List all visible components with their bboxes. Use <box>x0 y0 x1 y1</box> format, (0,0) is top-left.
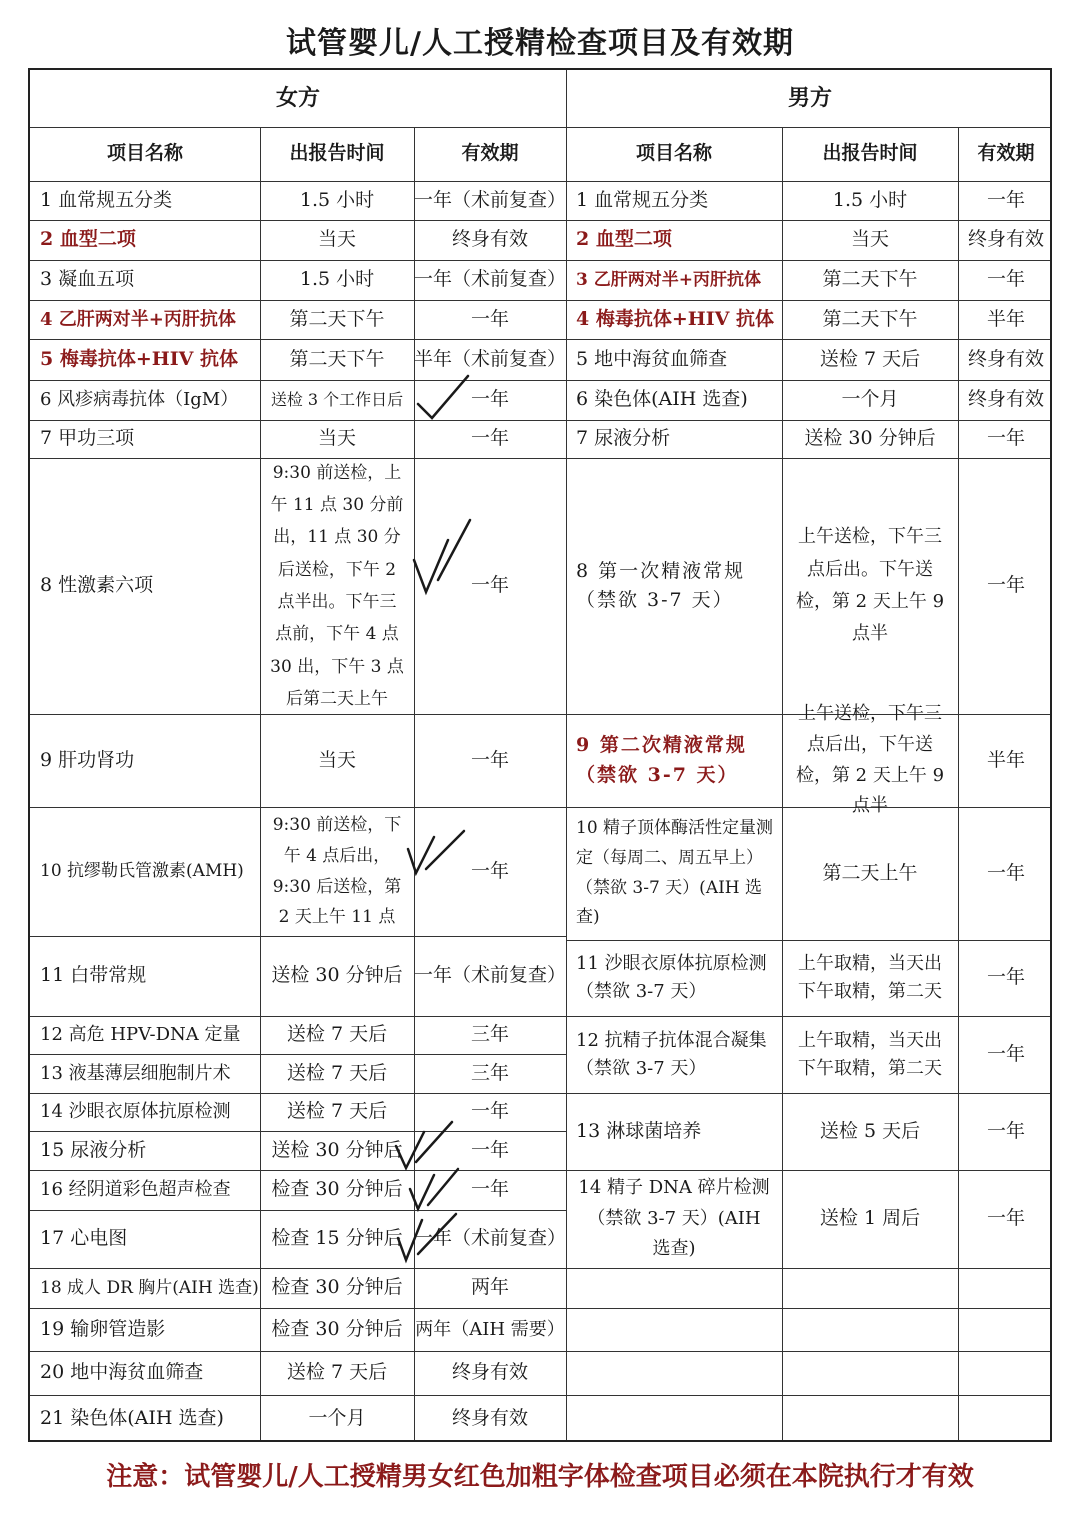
female-row-name: 17 心电图 <box>40 1227 128 1250</box>
male-row-time: 1.5 小时 <box>832 188 908 211</box>
male-row-valid: 一年 <box>986 188 1025 211</box>
male-col-time: 出报告时间 <box>822 142 918 165</box>
female-row-valid: 两年（AIH 需要） <box>415 1318 565 1340</box>
male-row-name: 5 地中海贫血筛查 <box>576 347 728 370</box>
male-row-valid: 一年 <box>986 427 1025 450</box>
male-row-valid: 一年 <box>986 268 1025 291</box>
male-row-name: 2 血型二项 <box>576 228 672 251</box>
male-row-time: 上午取精，当天出 下午取精，第二天 <box>798 1029 942 1079</box>
female-heading: 女方 <box>275 85 320 112</box>
male-heading: 男方 <box>787 85 832 112</box>
male-row-valid: 终身有效 <box>967 228 1044 251</box>
female-row-name: 7 甲功三项 <box>40 427 135 450</box>
female-row-time: 送检 30 分钟后 <box>271 1138 403 1161</box>
male-row-valid: 终身有效 <box>967 388 1044 411</box>
male-row-name: 13 淋球菌培养 <box>576 1119 702 1142</box>
grid-line <box>566 1351 1050 1352</box>
male-row-valid: 终身有效 <box>967 347 1044 370</box>
female-row-name: 5 梅毒抗体+HIV 抗体 <box>40 347 238 370</box>
male-col-valid: 有效期 <box>977 142 1035 165</box>
female-row-valid: 一年 <box>470 574 509 597</box>
male-row-name: 8 第一次精液常规（禁欲 3-7 天） <box>576 559 746 611</box>
female-col-name: 项目名称 <box>106 142 183 165</box>
female-row-time: 1.5 小时 <box>299 268 375 291</box>
female-col-valid: 有效期 <box>461 142 519 165</box>
male-row-time: 送检 5 天后 <box>819 1119 921 1142</box>
male-row-name: 3 乙肝两对半+丙肝抗体 <box>576 269 761 290</box>
male-row-time: 上午送检，下午三点后出，下午送检，第 2 天上午 9 点半 <box>795 703 945 817</box>
grid-line <box>566 1268 1050 1269</box>
grid-line <box>566 1395 1050 1396</box>
male-row-time: 送检 1 周后 <box>819 1207 921 1230</box>
female-row-time: 第二天下午 <box>289 307 385 330</box>
female-row-time: 送检 7 天后 <box>286 1361 388 1384</box>
note-text: 试管婴儿/人工授精男女红色加粗字体检查项目必须在本院执行才有效 <box>184 1462 974 1492</box>
male-row-time: 送检 30 分钟后 <box>804 427 936 450</box>
female-row-valid: 一年（术前复查） <box>414 1227 567 1250</box>
male-row-name: 1 血常规五分类 <box>576 188 709 211</box>
female-row-valid: 终身有效 <box>451 1406 528 1429</box>
footer-note <box>0 1456 1080 1493</box>
female-row-name: 6 风疹病毒抗体（IgM） <box>40 389 239 411</box>
female-row-valid: 一年（术前复查） <box>414 188 567 211</box>
male-row-name: 14 精子 DNA 碎片检测（禁欲 3-7 天）(AIH 选查) <box>578 1177 770 1260</box>
female-row-valid: 半年（术前复查） <box>414 347 567 370</box>
female-row-time: 送检 7 天后 <box>286 1061 388 1084</box>
male-row-time: 当天 <box>850 228 889 251</box>
checkmark-icon <box>408 510 478 600</box>
female-row-name: 9 肝功肾功 <box>40 748 135 771</box>
female-row-valid: 一年（术前复查） <box>414 964 567 987</box>
male-row-valid: 一年 <box>986 966 1025 989</box>
male-row-valid: 半年 <box>986 307 1025 330</box>
female-row-valid: 一年 <box>470 748 509 771</box>
female-row-time: 9:30 前送检，下午 4 点后出，9:30 后送检，第 2 天上午 11 点 <box>272 815 402 928</box>
female-row-name: 2 血型二项 <box>40 228 136 251</box>
female-row-name: 20 地中海贫血筛查 <box>40 1361 204 1384</box>
female-row-time: 1.5 小时 <box>299 188 375 211</box>
female-row-name: 8 性激素六项 <box>40 574 154 597</box>
grid-line <box>566 1308 1050 1309</box>
male-row-valid: 一年 <box>986 1119 1025 1142</box>
female-row-name: 19 输卵管造影 <box>40 1317 166 1340</box>
female-row-valid: 终身有效 <box>451 1361 528 1384</box>
female-row-time: 当天 <box>317 427 356 450</box>
female-row-valid: 两年 <box>470 1276 509 1299</box>
female-row-time: 送检 7 天后 <box>286 1023 388 1046</box>
female-row-name: 18 成人 DR 胸片(AIH 选查) <box>40 1277 259 1298</box>
female-row-name: 4 乙肝两对半+丙肝抗体 <box>40 308 236 330</box>
female-row-time: 检查 30 分钟后 <box>271 1178 403 1201</box>
female-row-valid: 一年 <box>470 1178 509 1201</box>
female-row-name: 14 沙眼衣原体抗原检测 <box>40 1101 231 1123</box>
female-row-time: 9:30 前送检，上午 11 点 30 分前出，11 点 30 分后送检，下午 2 点半出。下午三点前，下午 4 点 30 出，下午 3 点后第二天上午 <box>270 462 404 709</box>
checkmark-icon <box>402 825 472 885</box>
female-row-valid: 一年 <box>470 427 509 450</box>
male-row-valid: 一年 <box>986 1042 1025 1065</box>
female-row-valid: 一年 <box>470 307 509 330</box>
female-row-valid: 一年 <box>470 1138 509 1161</box>
female-row-time: 送检 7 天后 <box>286 1100 388 1123</box>
note-lead: 注意： <box>106 1462 185 1492</box>
female-row-name: 3 凝血五项 <box>40 268 135 291</box>
female-row-name: 12 高危 HPV-DNA 定量 <box>40 1024 241 1046</box>
male-row-time: 一个月 <box>841 388 899 411</box>
female-row-time: 检查 30 分钟后 <box>271 1317 403 1340</box>
checkmark-icon <box>414 370 474 425</box>
female-row-time: 检查 30 分钟后 <box>271 1276 403 1299</box>
male-row-time: 第二天下午 <box>822 268 918 291</box>
male-row-valid: 一年 <box>986 574 1025 597</box>
female-row-time: 第二天下午 <box>289 347 385 370</box>
female-row-time: 当天 <box>317 228 356 251</box>
female-row-name: 1 血常规五分类 <box>40 188 173 211</box>
male-row-valid: 一年 <box>986 1207 1025 1230</box>
female-row-valid: 三年 <box>470 1023 509 1046</box>
female-row-name: 16 经阴道彩色超声检查 <box>40 1179 231 1201</box>
female-row-name: 21 染色体(AIH 选查) <box>40 1406 224 1429</box>
male-row-time: 上午取精，当天出 下午取精，第二天 <box>798 953 942 1002</box>
male-row-name: 11 沙眼衣原体抗原检测（禁欲 3-7 天） <box>576 953 767 1002</box>
female-row-time: 一个月 <box>308 1406 366 1429</box>
female-row-valid: 一年（术前复查） <box>414 268 567 291</box>
female-row-name: 15 尿液分析 <box>40 1138 147 1161</box>
page-title: 试管婴儿/人工授精检查项目及有效期 <box>286 26 794 61</box>
male-row-name: 9 第二次精液常规（禁欲 3-7 天） <box>576 734 747 786</box>
male-row-time: 第二天上午 <box>822 861 918 884</box>
exam-table <box>28 68 1052 1442</box>
female-row-name: 11 白带常规 <box>40 964 147 987</box>
female-row-name: 13 液基薄层细胞制片术 <box>40 1062 231 1084</box>
male-row-time: 上午送检，下午三点后出。下午送检，第 2 天上午 9 点半 <box>795 526 945 645</box>
female-row-valid: 三年 <box>470 1061 509 1084</box>
female-row-time: 送检 3 个工作日后 <box>270 389 404 409</box>
female-row-time: 送检 30 分钟后 <box>271 964 403 987</box>
male-row-valid: 半年 <box>986 748 1025 771</box>
female-col-time: 出报告时间 <box>289 142 385 165</box>
checkmark-icon <box>392 1208 462 1268</box>
male-row-name: 12 抗精子抗体混合凝集（禁欲 3-7 天） <box>576 1029 767 1079</box>
male-row-time: 第二天下午 <box>822 307 918 330</box>
male-col-name: 项目名称 <box>635 142 712 165</box>
female-row-valid: 一年 <box>470 859 509 882</box>
female-row-time: 检查 15 分钟后 <box>271 1227 403 1250</box>
male-row-name: 7 尿液分析 <box>576 427 671 450</box>
female-row-name: 10 抗缪勒氏管激素(AMH) <box>40 861 244 882</box>
female-row-valid: 一年 <box>470 1100 509 1123</box>
female-row-valid: 终身有效 <box>451 228 528 251</box>
female-row-valid: 一年 <box>470 388 509 411</box>
female-row-time: 当天 <box>317 748 356 771</box>
male-row-name: 6 染色体(AIH 选查) <box>576 388 748 411</box>
male-row-name: 4 梅毒抗体+HIV 抗体 <box>576 307 774 330</box>
male-row-time: 送检 7 天后 <box>819 347 921 370</box>
male-row-name: 10 精子顶体酶活性定量测定（每周二、周五早上）（禁欲 3-7 天）(AIH 选查) <box>576 818 774 928</box>
male-row-valid: 一年 <box>986 861 1025 884</box>
